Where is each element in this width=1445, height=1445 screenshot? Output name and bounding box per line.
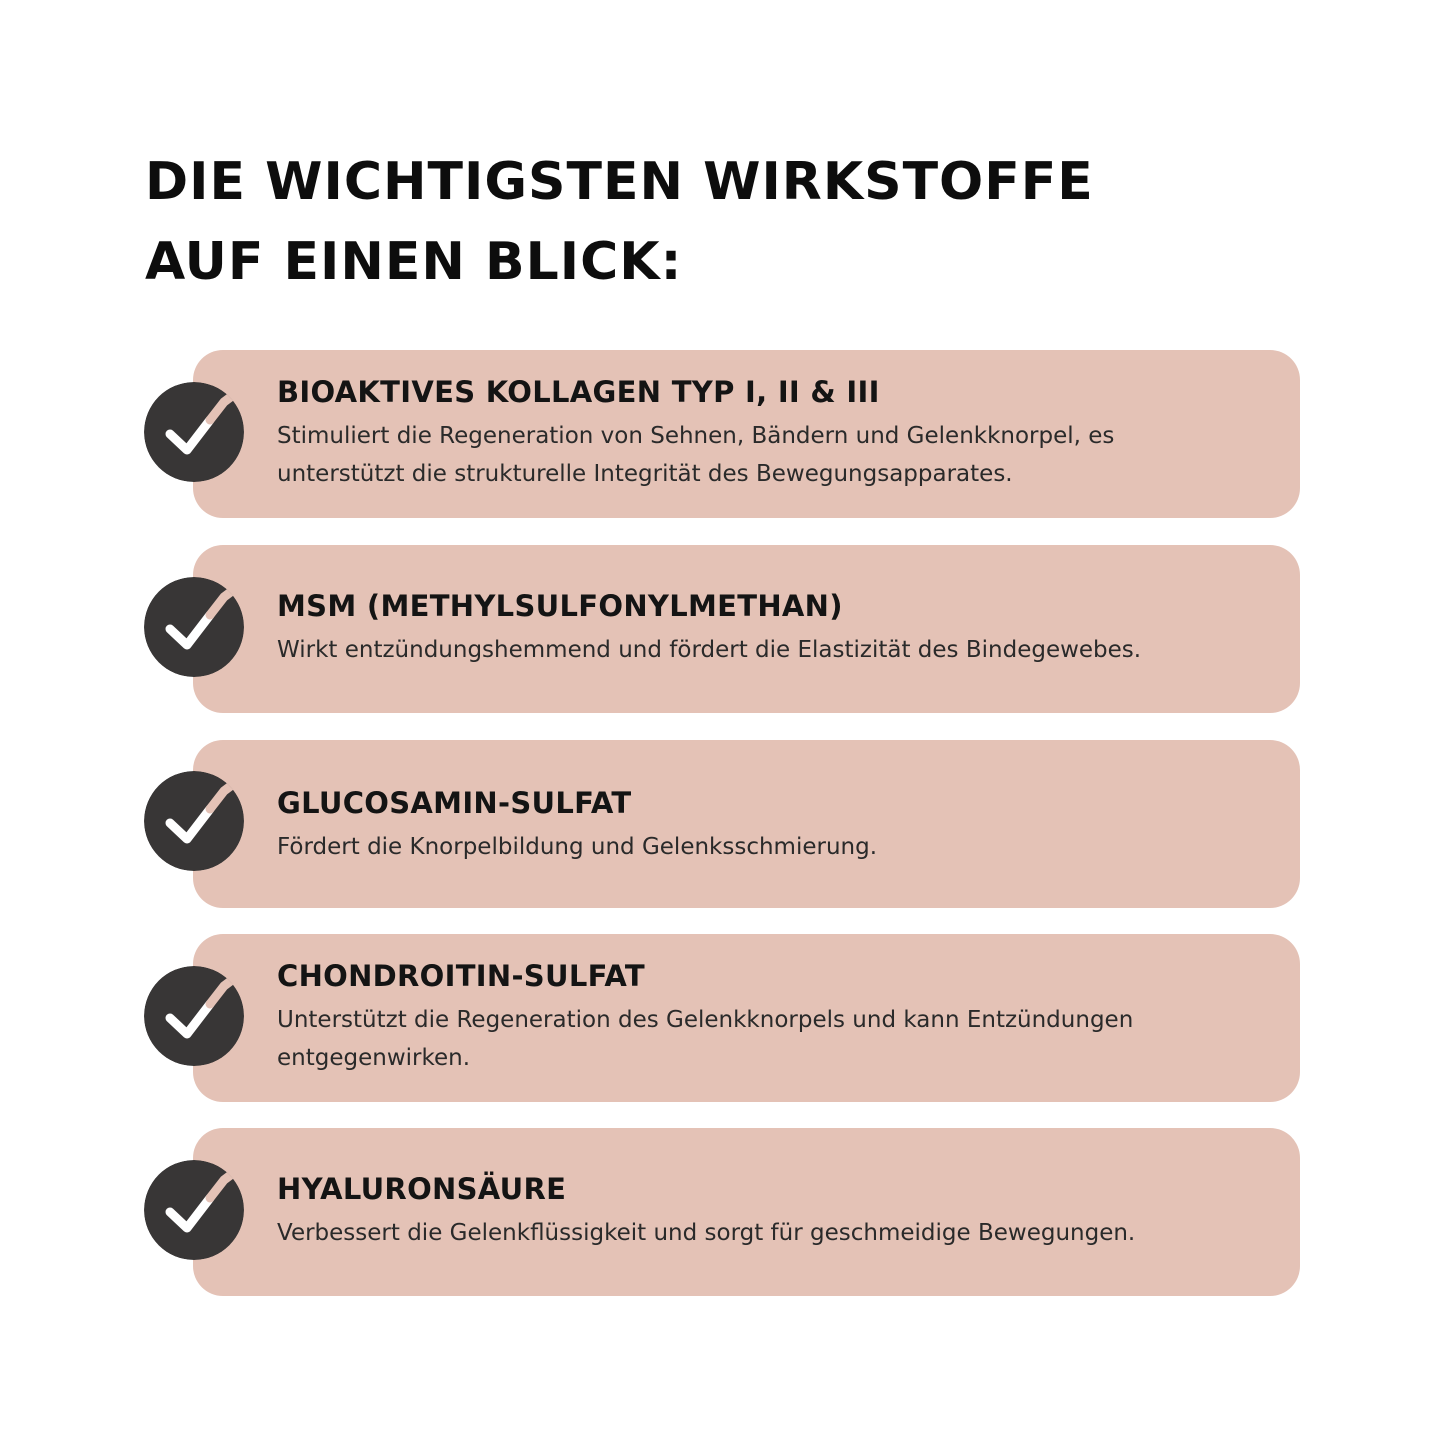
page-title-line-2: AUF EINEN BLICK: (145, 232, 683, 292)
ingredient-description-line: Fördert die Knorpelbildung und Gelenksschmierung. (277, 834, 878, 860)
check-circle-icon (144, 382, 244, 482)
ingredient-card-hyaluronsaeure (193, 1128, 1300, 1296)
ingredient-heading: GLUCOSAMIN-SULFAT (277, 786, 632, 820)
ingredient-heading: MSM (METHYLSULFONYLMETHAN) (277, 589, 843, 623)
ingredient-description-line: Stimuliert die Regeneration von Sehnen, Bändern und Gelenkknorpel, es (277, 423, 1115, 449)
ingredient-description-line: Verbessert die Gelenkflüssigkeit und sorgt für geschmeidige Bewegungen. (277, 1220, 1136, 1246)
check-circle-icon (144, 771, 244, 871)
ingredient-description (277, 631, 1260, 669)
ingredient-heading: HYALURONSÄURE (277, 1172, 567, 1206)
ingredient-description-line: Wirkt entzündungshemmend und fördert die Elastizität des Bindegewebes. (277, 637, 1142, 663)
ingredient-card-msm (193, 545, 1300, 713)
check-circle-icon (144, 577, 244, 677)
ingredient-description-line: entgegenwirken. (277, 1045, 471, 1071)
ingredient-description (277, 1001, 1260, 1077)
ingredient-heading: CHONDROITIN-SULFAT (277, 959, 645, 993)
ingredient-card-glucosamin (193, 740, 1300, 908)
page-title-line-1: DIE WICHTIGSTEN WIRKSTOFFE (145, 152, 1094, 212)
ingredient-description (277, 1214, 1260, 1252)
ingredient-description-line: unterstützt die strukturelle Integrität des Bewegungsapparates. (277, 461, 1013, 487)
ingredient-description (277, 417, 1260, 493)
ingredient-card-chondroitin (193, 934, 1300, 1102)
ingredient-heading: BIOAKTIVES KOLLAGEN TYP I, II & III (277, 375, 880, 409)
check-circle-icon (144, 1160, 244, 1260)
ingredient-description-line: Unterstützt die Regeneration des Gelenkknorpels und kann Entzündungen (277, 1007, 1134, 1033)
ingredient-description (277, 828, 1260, 866)
ingredient-card-kollagen (193, 350, 1300, 518)
check-circle-icon (144, 966, 244, 1066)
page-title (145, 142, 1094, 302)
